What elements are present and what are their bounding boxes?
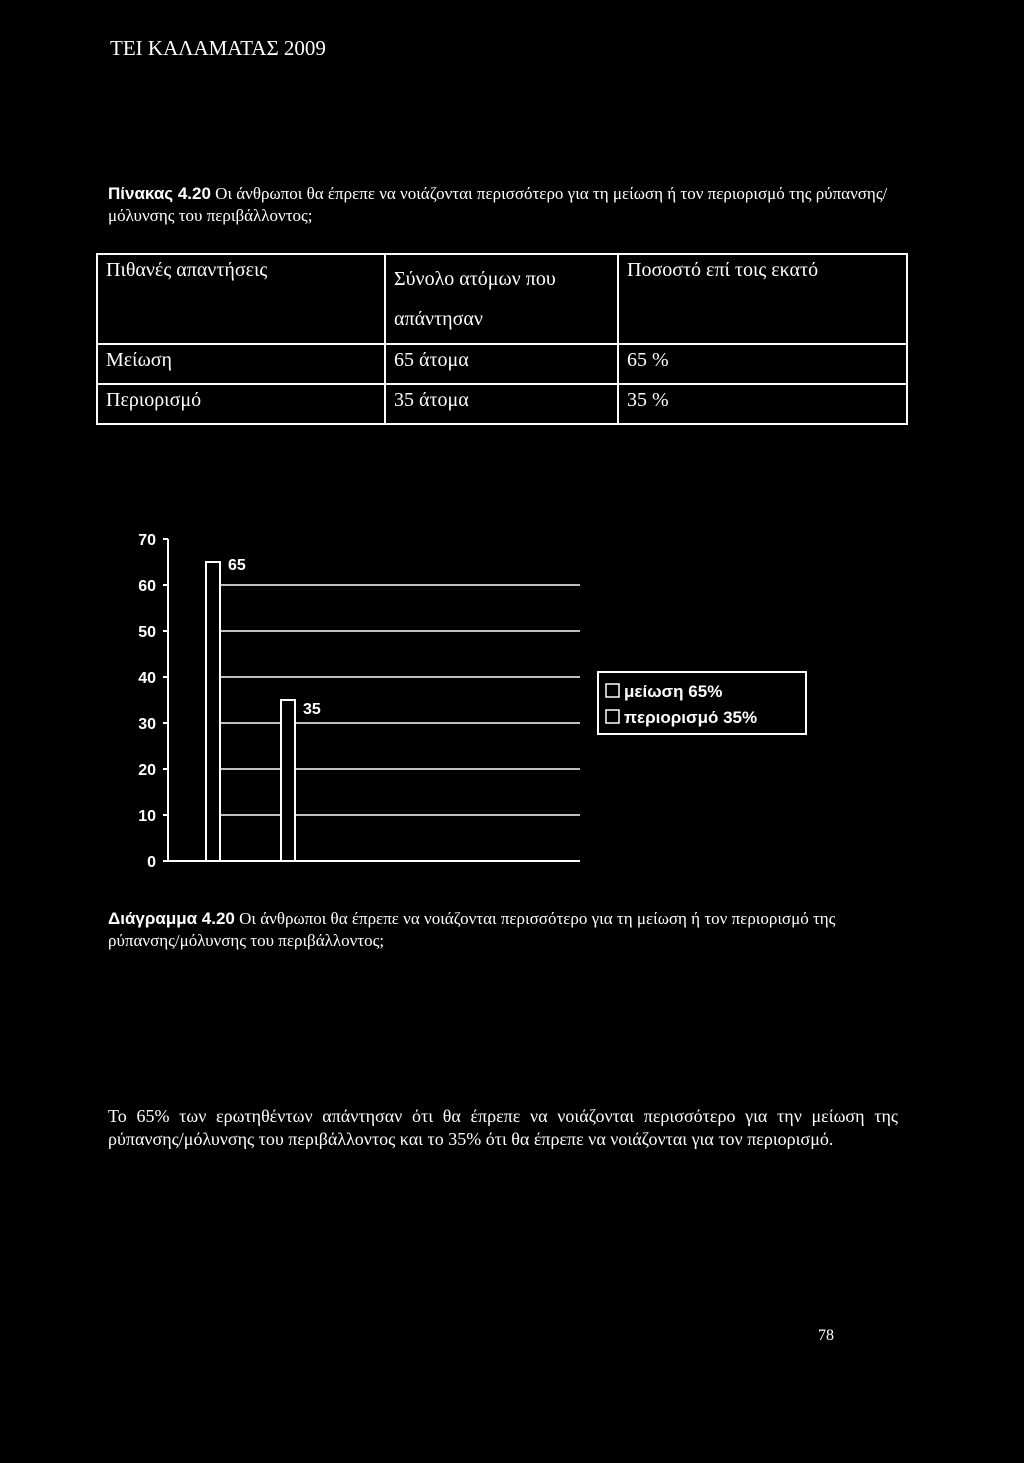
table-caption xyxy=(108,183,908,227)
table-row xyxy=(97,384,907,424)
table-cell: 35 % xyxy=(618,384,907,424)
table-cell: Περιορισμό xyxy=(97,384,385,424)
table-cell: Μείωση xyxy=(97,344,385,384)
y-tick-label: 20 xyxy=(138,762,156,779)
legend-entry: περιορισμό 35% xyxy=(624,708,758,727)
y-tick-label: 40 xyxy=(138,670,156,687)
page-number: 78 xyxy=(818,1327,834,1344)
y-tick-label: 50 xyxy=(138,624,156,641)
table-caption-label: Πίνακας 4.20 xyxy=(108,184,211,203)
y-tick-label: 70 xyxy=(138,532,156,549)
responses-table xyxy=(96,253,908,425)
bar xyxy=(206,562,220,861)
table-caption-text: Οι άνθρωποι θα έπρεπε να νοιάζονται περισσότερο για τη μείωση ή τον περιορισμό της ρύπανσης/μόλυνσης του περιβάλλοντος; xyxy=(108,184,888,225)
table-cell: 35 άτομα xyxy=(385,384,618,424)
table-header-cell: Πιθανές απαντήσεις xyxy=(97,254,385,344)
bar-chart xyxy=(110,525,830,875)
bar xyxy=(281,700,295,861)
chart-caption-text: Οι άνθρωποι θα έπρεπε να νοιάζονται περισσότερο για τη μείωση ή τον περιορισμό της ρύπανσης/μόλυνσης του περιβάλλοντος; xyxy=(108,909,836,950)
y-tick-label: 30 xyxy=(138,716,156,733)
chart-caption xyxy=(108,908,908,952)
table-header-cell: Σύνολο ατόμων που απάντησαν xyxy=(385,254,618,344)
table-header-row xyxy=(97,254,907,344)
summary-paragraph: Το 65% των ερωτηθέντων απάντησαν ότι θα έπρεπε να νοιάζονται περισσότερο για την μείωση της ρύπανσης/μόλυνσης του περιβάλλοντος και το 35% ότι θα έπρεπε να νοιάζονται για τον περιορισμό. xyxy=(108,1106,898,1149)
table-cell: 65 % xyxy=(618,344,907,384)
data-label: 35 xyxy=(303,701,321,718)
table-header-cell: Ποσοστό επί τοις εκατό xyxy=(618,254,907,344)
y-tick-label: 10 xyxy=(138,808,156,825)
y-tick-label: 60 xyxy=(138,578,156,595)
table-cell: 65 άτομα xyxy=(385,344,618,384)
chart-caption-label: Διάγραμμα 4.20 xyxy=(108,909,235,928)
legend-entry: μείωση 65% xyxy=(624,682,723,701)
data-label: 65 xyxy=(228,557,246,574)
table-row xyxy=(97,344,907,384)
page-header: ΤΕΙ ΚΑΛΑΜΑΤΑΣ 2009 xyxy=(110,36,326,60)
y-tick-label: 0 xyxy=(147,854,156,871)
